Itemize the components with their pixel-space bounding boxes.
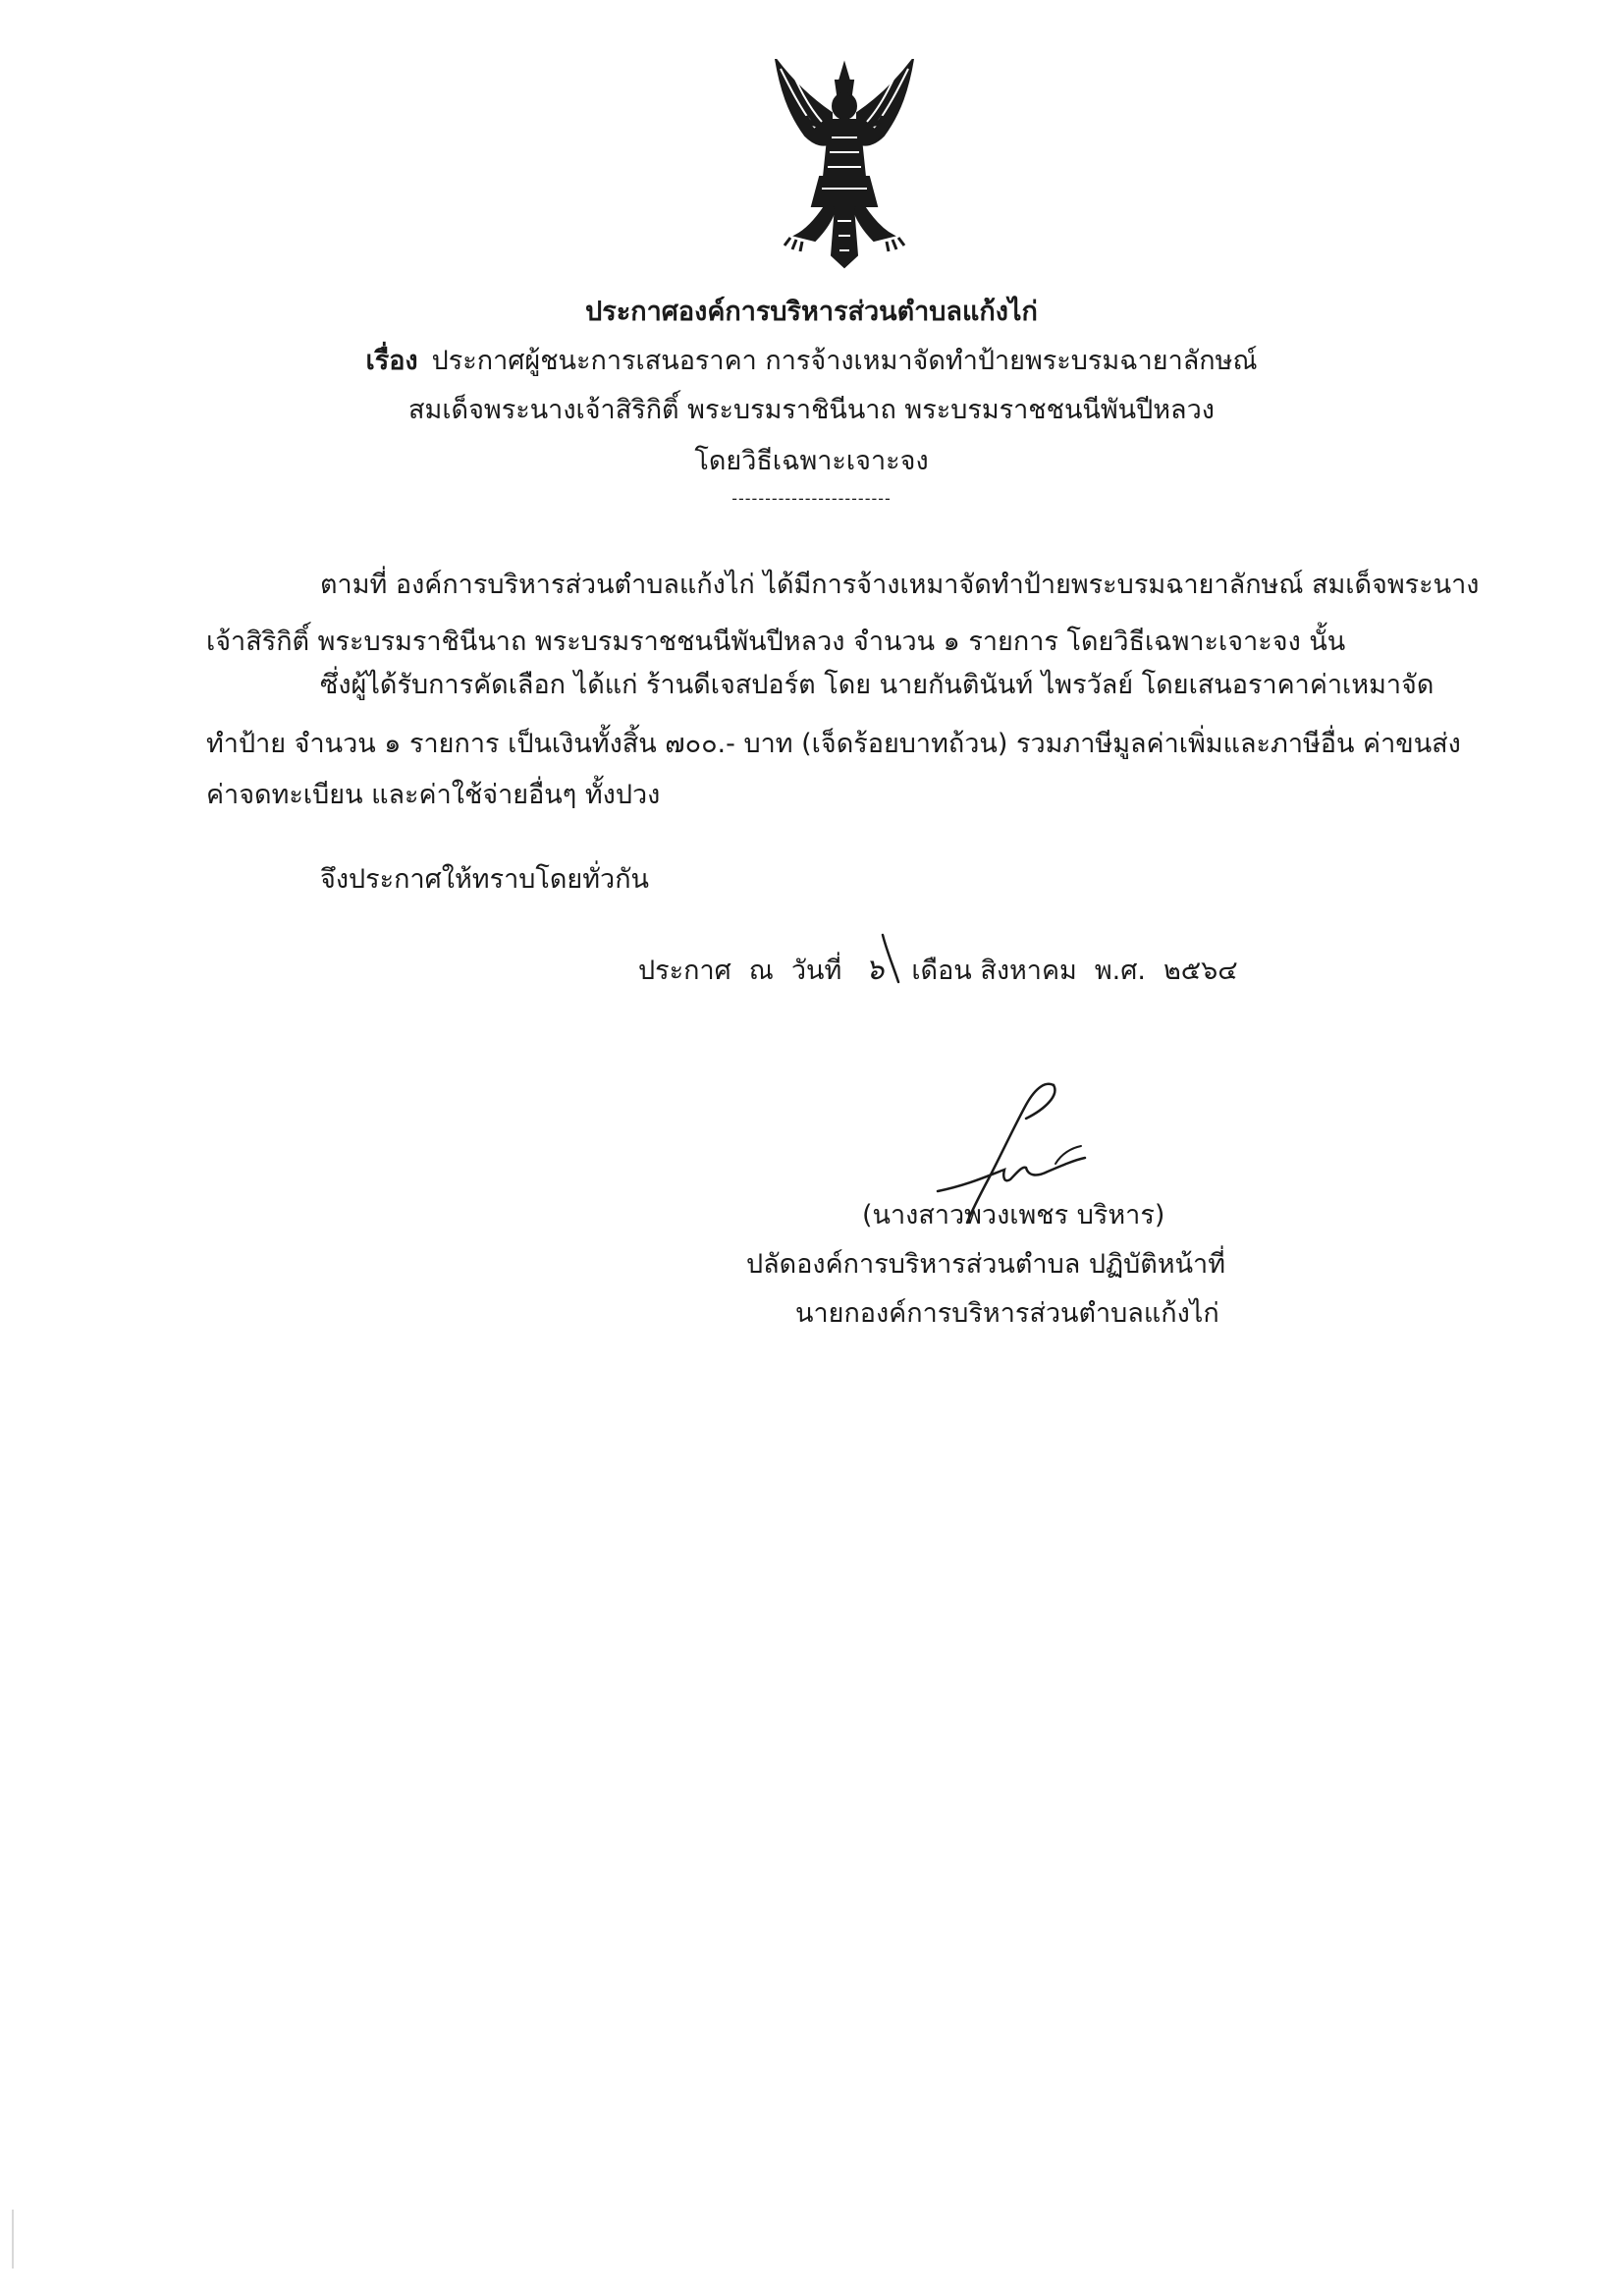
paragraph-2-line-3: ค่าจดทะเบียน และค่าใช้จ่ายอื่นๆ ทั้งปวง bbox=[206, 780, 661, 810]
paragraph-1-line-2: เจ้าสิริกิติ์ พระบรมราชินีนาถ พระบรมราชชนนีพันปีหลวง จำนวน ๑ รายการ โดยวิธีเฉพาะเจาะจง นั้น bbox=[206, 627, 1346, 657]
signer-position-2: นายกองค์การบริหารส่วนตำบลแก้งไก่ bbox=[795, 1298, 1219, 1329]
header-separator: ------------------------ bbox=[731, 489, 892, 508]
subject-text: ประกาศผู้ชนะการเสนอราคา การจ้างเหมาจัดทำป้ายพระบรมฉายาลักษณ์ bbox=[431, 346, 1258, 376]
paragraph-2-line-2: ทำป้าย จำนวน ๑ รายการ เป็นเงินทั้งสิ้น ๗๐๐.- บาท (เจ็ดร้อยบาทถ้วน) รวมภาษีมูลค่าเพิ่มและภาษีอื่น ค่าขนส่ง bbox=[206, 729, 1461, 759]
day-value: ๖ bbox=[865, 953, 885, 987]
year-label: พ.ศ. bbox=[1094, 956, 1146, 986]
at-label: ณ bbox=[748, 956, 774, 986]
announcement-date bbox=[638, 953, 1256, 989]
year-value: ๒๕๖๔ bbox=[1163, 956, 1238, 986]
handwritten-day-stroke-icon bbox=[879, 933, 908, 992]
announce-label: ประกาศ bbox=[638, 956, 731, 986]
paragraph-1-line-1: ตามที่ องค์การบริหารส่วนตำบลแก้งไก่ ได้มีการจ้างเหมาจัดทำป้ายพระบรมฉายาลักษณ์ สมเด็จพระนาง bbox=[320, 570, 1480, 600]
subject-label: เรื่อง bbox=[365, 346, 418, 376]
signer-name: (นางสาวพวงเพชร บริหาร) bbox=[862, 1200, 1165, 1230]
scan-edge-mark bbox=[12, 2210, 14, 2269]
garuda-emblem-icon bbox=[771, 59, 918, 270]
subject-continuation-1: สมเด็จพระนางเจ้าสิริกิติ์ พระบรมราชินีนาถ พระบรมราชชนนีพันปีหลวง bbox=[408, 395, 1215, 425]
subject-line bbox=[0, 344, 1623, 379]
document-title: ประกาศองค์การบริหารส่วนตำบลแก้งไก่ bbox=[585, 297, 1038, 327]
month-label: เดือน สิงหาคม bbox=[911, 956, 1077, 986]
closing-statement: จึงประกาศให้ทราบโดยทั่วกัน bbox=[320, 864, 649, 895]
day-label: วันที่ bbox=[790, 956, 842, 986]
subject-continuation-2: โดยวิธีเฉพาะเจาะจง bbox=[694, 446, 929, 476]
paragraph-2-line-1: ซึ่งผู้ได้รับการคัดเลือก ได้แก่ ร้านดีเจสปอร์ต โดย นายกันตินันท์ ไพรวัลย์ โดยเสนอราคาค่าเหมาจัด bbox=[320, 670, 1434, 700]
signer-position-1: ปลัดองค์การบริหารส่วนตำบล ปฏิบัติหน้าที่ bbox=[746, 1249, 1226, 1280]
